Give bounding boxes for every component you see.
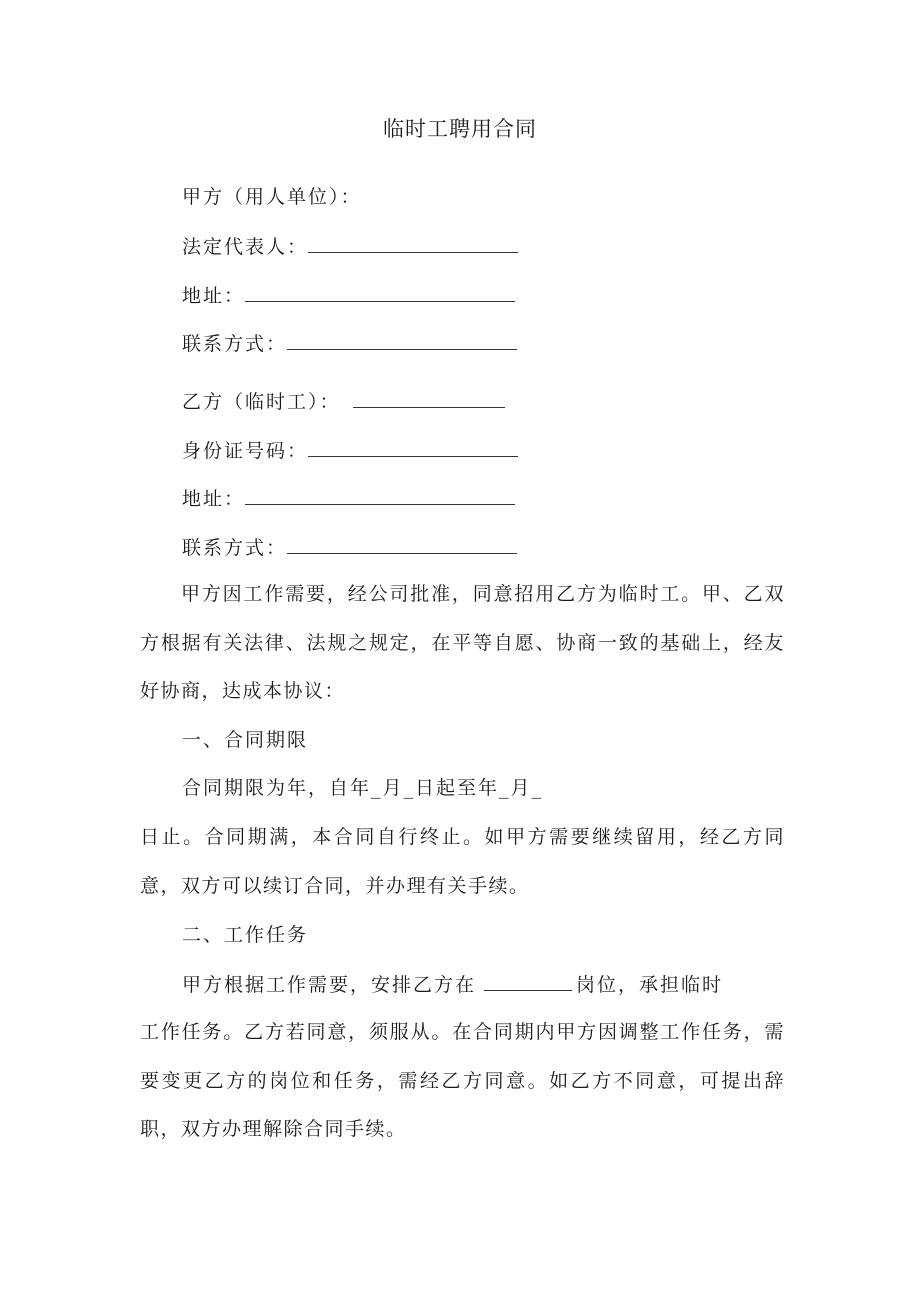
- party-b-contact-blank[interactable]: [287, 531, 517, 554]
- section2-heading: 二、工作任务: [182, 924, 309, 946]
- party-b-address-label: 地址：: [182, 488, 246, 510]
- section1-term-line: 合同期限为年，自年_月_日起至年_月_: [182, 777, 544, 799]
- party-b-heading-field: [182, 385, 505, 415]
- intro-paragraph: 甲方因工作需要，经公司批准，同意招用乙方为临时工。甲、乙双方根据有关法律、法规之规定，在平等自愿、协商一致的基础上，经友好协商，达成本协议：: [140, 583, 785, 702]
- party-a-heading: 甲方（用人单位）：: [182, 186, 362, 208]
- party-b-name-blank[interactable]: [353, 385, 505, 408]
- section2-body: 工作任务。乙方若同意，须服从。在合同期内甲方因调整工作任务，需要变更乙方的岗位和任务，需经乙方同意。如乙方不同意，可提出辞职，双方办理解除合同手续。: [140, 1021, 785, 1140]
- legal-rep-field: [182, 230, 518, 260]
- legal-rep-label: 法定代表人：: [182, 236, 309, 258]
- party-a-contact-field: [182, 327, 517, 357]
- party-a-address-field: [182, 279, 515, 309]
- party-a-contact-label: 联系方式：: [182, 333, 288, 355]
- section2-position-line: [182, 968, 723, 998]
- section1-heading: 一、合同期限: [182, 729, 309, 751]
- id-number-blank[interactable]: [308, 434, 518, 457]
- party-a-contact-blank[interactable]: [287, 327, 517, 350]
- id-number-label: 身份证号码：: [182, 440, 309, 462]
- section1-body: 日止。合同期满，本合同自行终止。如甲方需要继续留用，经乙方同意，双方可以续订合同，并办理有关手续。: [140, 826, 785, 897]
- position-blank[interactable]: [484, 968, 572, 991]
- party-b-contact-label: 联系方式：: [182, 537, 288, 559]
- party-b-contact-field: [182, 531, 517, 561]
- party-b-address-field: [182, 482, 515, 512]
- party-a-address-label: 地址：: [182, 285, 246, 307]
- party-a-address-blank[interactable]: [245, 279, 515, 302]
- document-title: 临时工聘用合同: [383, 117, 537, 141]
- legal-rep-blank[interactable]: [308, 230, 518, 253]
- section2-line-a: 甲方根据工作需要，安排乙方在: [182, 974, 477, 996]
- party-b-heading: 乙方（临时工）：: [182, 391, 341, 413]
- id-number-field: [182, 434, 518, 464]
- party-b-address-blank[interactable]: [245, 482, 515, 505]
- section2-line-b: 岗位，承担临时: [576, 974, 724, 996]
